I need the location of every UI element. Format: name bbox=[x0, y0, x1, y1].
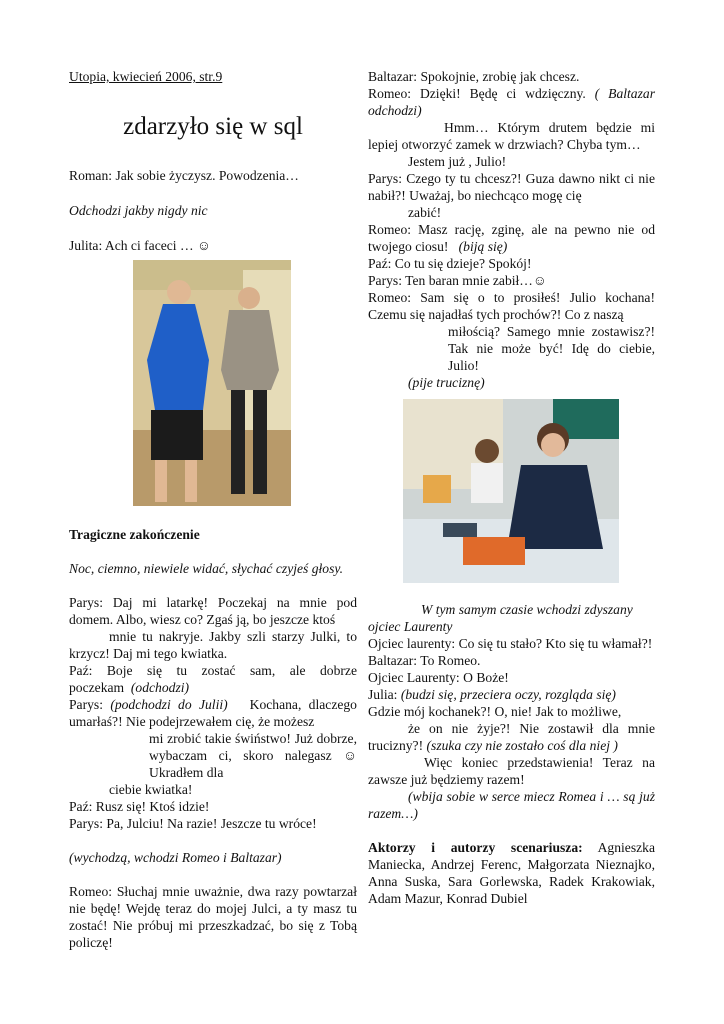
paz-1-text: Paź: Boje się tu zostać sam, ale dobrze poczekam bbox=[69, 663, 357, 695]
line-parys-5: Parys: Ten baran mnie zabił…☺ bbox=[368, 273, 547, 288]
line-parys-4b: zabić! bbox=[408, 205, 442, 220]
romeo-3-direction: (biją się) bbox=[458, 239, 508, 254]
photo-illustration bbox=[133, 260, 291, 506]
line-julia bbox=[368, 686, 655, 703]
line-julia-c bbox=[368, 720, 655, 754]
stage-direction-poison: (pije truciznę) bbox=[408, 375, 485, 390]
stage-direction-laurenty: W tym samym czasie wchodzi zdyszany ojciec Laurenty bbox=[368, 602, 633, 634]
stage-direction-odchodzi: Odchodzi jakby nigdy nic bbox=[69, 203, 208, 218]
julia-direction: (budzi się, przeciera oczy, rozgląda się) bbox=[400, 687, 616, 702]
line-romeo-2 bbox=[368, 85, 655, 119]
line-roman: Roman: Jak sobie życzysz. Powodzenia… bbox=[69, 168, 299, 183]
parys-2-text: Kochana, dlaczego umarłaś?! Nie podejrzewałem cię, że możesz bbox=[69, 697, 357, 729]
photo-two-girls-classroom bbox=[403, 399, 619, 583]
stage-direction-exit: (wychodzą, wchodzi Romeo i Baltazar) bbox=[69, 850, 282, 865]
romeo-2-text: Romeo: Dzięki! Będę ci wdzięczny. bbox=[368, 86, 586, 101]
photo-illustration-2 bbox=[403, 399, 619, 583]
romeo-3-text: Romeo: Masz rację, zginę, ale na pewno nie od twojego ciosu! bbox=[368, 222, 655, 254]
line-romeo-1: Romeo: Słuchaj mnie uważnie, dwa razy powtarzał nie będę! Wejdę teraz do mojej Julci, a ty masz tu zostać! Nie próbuj mi przeszkadzać, bo się z Tobą policzę! bbox=[69, 884, 357, 950]
line-baltazar-1: Baltazar: Spokojnie, zrobię jak chcesz. bbox=[368, 69, 580, 84]
stage-direction-sword: (wbija sobie w serce miecz Romea i … są już razem…) bbox=[368, 789, 655, 821]
line-julia-d: Więc koniec przedstawienia! Teraz na zawsze już będziemy razem! bbox=[368, 755, 655, 787]
parys-2-speaker: Parys: bbox=[69, 697, 103, 712]
line-parys-1: Parys: Daj mi latarkę! Poczekaj na mnie pod domem. Albo, wiesz co? Zgaś ją, bo jeszcze ktoś bbox=[69, 595, 357, 627]
julia-c-direction: (szuka czy nie zostało coś dla niej ) bbox=[426, 738, 618, 753]
line-romeo-2c: Jestem już , Julio! bbox=[408, 154, 507, 169]
line-baltazar-2: Baltazar: To Romeo. bbox=[368, 653, 481, 668]
section-heading-tragic: Tragiczne zakończenie bbox=[69, 527, 200, 542]
romeo-2-direction: ( Baltazar odchodzi) bbox=[368, 86, 655, 118]
line-parys-1b: mnie tu nakryje. Jakby szli starzy Julki, to krzycz! Daj mi tego kwiatka. bbox=[69, 629, 357, 661]
line-romeo-4b: miłością? Samego mnie zostawisz?! Tak nie może być! Idę do ciebie, Julio! bbox=[448, 324, 655, 373]
line-romeo-4: Romeo: Sam się o to prosiłeś! Julio kochana! Czemu się najadłaś tych prochów?! Co z naszą bbox=[368, 290, 655, 322]
line-paz-2: Paź: Rusz się! Ktoś idzie! bbox=[69, 799, 210, 814]
right-column bbox=[368, 68, 655, 907]
julia-speaker: Julia: bbox=[368, 687, 398, 702]
line-parys-2d: ciebie kwiatka! bbox=[109, 782, 193, 797]
line-paz-1 bbox=[69, 662, 357, 696]
line-paz-3: Paź: Co tu się dzieje? Spokój! bbox=[368, 256, 532, 271]
paz-1-direction: (odchodzi) bbox=[130, 680, 190, 695]
line-parys-4: Parys: Czego ty tu chcesz?! Guza dawno nikt ci nie nabił?! Uważaj, bo niechcąco mogę cię bbox=[368, 171, 655, 203]
line-romeo-3 bbox=[368, 221, 655, 255]
stage-direction-night: Noc, ciemno, niewiele widać, słychać czyjeś głosy. bbox=[69, 561, 344, 576]
page-header: Utopia, kwiecień 2006, str.9 bbox=[69, 69, 223, 84]
authors-list: Agnieszka Maniecka, Andrzej Ferenc, Małgorzata Nieznajko, Anna Suska, Sara Gorlewska, Radek Krakowiak, Adam Mazur, Konrad Dubiel bbox=[368, 840, 655, 906]
photo-two-boys-corridor bbox=[133, 260, 291, 506]
line-romeo-2b: Hmm… Którym drutem będzie mi lepiej otworzyć zamek w drzwiach? Chyba tym… bbox=[368, 120, 655, 152]
authors-paragraph bbox=[368, 839, 655, 907]
left-column bbox=[69, 68, 357, 951]
line-julia-b: Gdzie mój kochanek?! O, nie! Jak to możliwe, bbox=[368, 704, 622, 719]
parys-2-direction: (podchodzi do Julii) bbox=[110, 697, 228, 712]
line-parys-2c: mi zrobić takie świństwo! Już dobrze, wybaczam ci, skoro nalegasz ☺ Ukradłem dla bbox=[149, 731, 357, 780]
line-ojciec-2: Ojciec Laurenty: O Boże! bbox=[368, 670, 509, 685]
article-title: zdarzyło się w sql bbox=[123, 113, 303, 140]
line-parys-2 bbox=[69, 696, 357, 730]
line-julita: Julita: Ach ci faceci … ☺ bbox=[69, 238, 211, 253]
line-ojciec-1: Ojciec laurenty: Co się tu stało? Kto się tu włamał?! bbox=[368, 636, 653, 651]
authors-label: Aktorzy i autorzy scenariusza: bbox=[368, 840, 583, 855]
line-parys-3: Parys: Pa, Julciu! Na razie! Jeszcze tu wróce! bbox=[69, 816, 317, 831]
julia-c-text: że on nie żyje?! Nie zostawił dla mnie trucizny?! bbox=[368, 721, 655, 753]
